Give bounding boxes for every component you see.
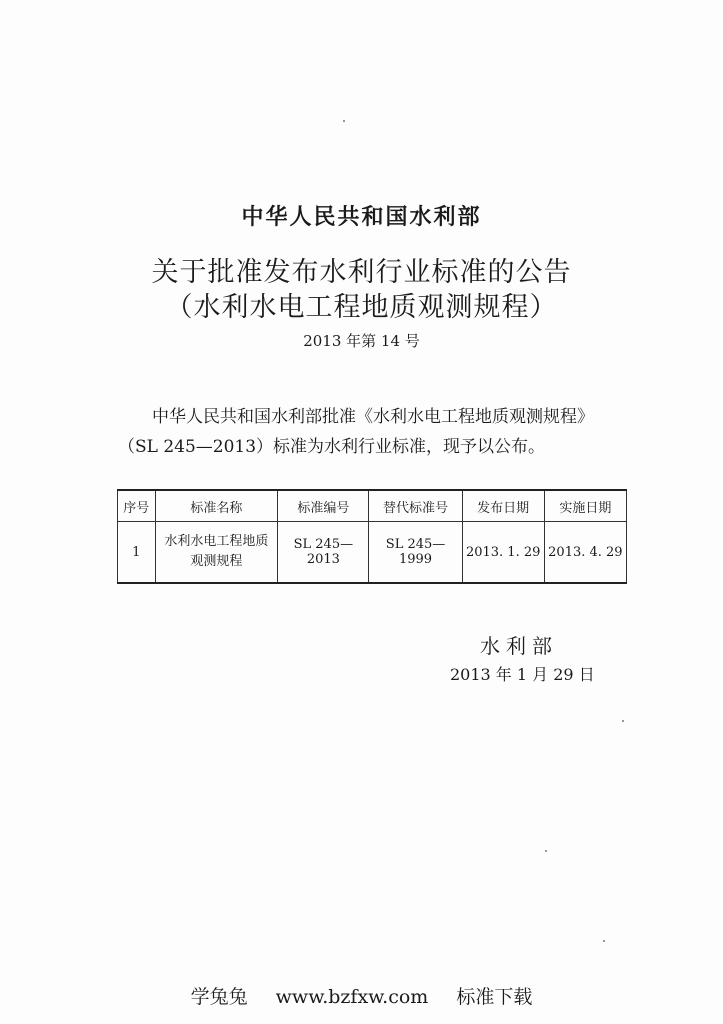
issuing-organization: 中华人民共和国水利部 [241, 204, 482, 230]
standards-table [117, 489, 627, 584]
footer-right-text: 标准下载 [456, 986, 533, 1008]
cell-seq: 1 [118, 522, 156, 584]
notice-subtitle: （水利水电工程地质观测规程） [165, 292, 558, 323]
cell-name-line1: 水利水电工程地质 [164, 534, 269, 549]
document-number: 2013 年第 14 号 [303, 332, 420, 350]
scan-speck [622, 720, 624, 722]
cell-effective: 2013. 4. 29 [544, 522, 626, 584]
cell-name [155, 522, 278, 584]
signature-organization: 水利部 [480, 634, 558, 658]
body-paragraph-line1: 中华人民共和国水利部批准《水利水电工程地质观测规程》 [152, 407, 594, 427]
scan-speck [343, 120, 345, 122]
notice-title: 关于批准发布水利行业标准的公告 [151, 257, 572, 288]
scan-speck [603, 940, 605, 942]
header-effective: 实施日期 [544, 490, 626, 522]
body-paragraph-line2: （SL 245—2013）标准为水利行业标准，现予以公布。 [118, 437, 546, 457]
header-seq: 序号 [118, 490, 156, 522]
table-row [118, 522, 627, 584]
cell-name-line2: 观测规程 [190, 554, 243, 569]
cell-published: 2013. 1. 29 [462, 522, 544, 584]
scan-speck [545, 850, 547, 852]
cell-replaced: SL 245—1999 [369, 522, 462, 584]
signature-date: 2013 年 1 月 29 日 [450, 665, 595, 684]
footer-left-text: 学兔兔 [190, 986, 248, 1008]
header-code: 标准编号 [278, 490, 369, 522]
footer-watermark [0, 982, 723, 1009]
header-published: 发布日期 [462, 490, 544, 522]
table-header-row [118, 490, 627, 522]
cell-code: SL 245—2013 [278, 522, 369, 584]
footer-site-link[interactable]: www.bzfxw.com [275, 986, 429, 1008]
header-name: 标准名称 [155, 490, 278, 522]
header-replaced: 替代标准号 [369, 490, 462, 522]
